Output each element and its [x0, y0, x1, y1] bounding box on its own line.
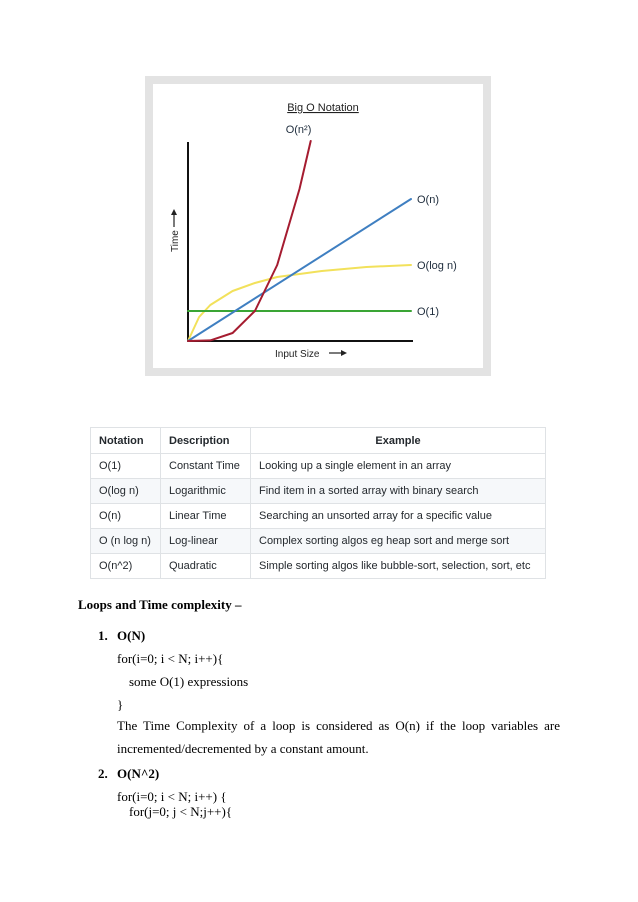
list-number-1: 1.	[98, 628, 108, 643]
code-line: some O(1) expressions	[129, 674, 249, 689]
series-line-o-n	[188, 199, 411, 341]
cell-notation: O(1)	[91, 454, 161, 479]
big-o-chart	[153, 84, 483, 368]
table-row	[91, 479, 546, 504]
list-number-2: 2.	[98, 766, 108, 781]
cell-notation: O(n)	[91, 504, 161, 529]
chart-title: Big O Notation	[287, 102, 359, 114]
series-layer	[188, 141, 411, 341]
cell-description: Quadratic	[161, 554, 251, 579]
x-axis-arrow	[329, 350, 347, 356]
item-2-title: O(N^2)	[117, 766, 160, 781]
big-o-table	[90, 427, 546, 579]
series-label-o-1: O(1)	[417, 306, 439, 318]
cell-description: Linear Time	[161, 504, 251, 529]
table-row	[91, 554, 546, 579]
cell-notation: O(log n)	[91, 479, 161, 504]
cell-description: Constant Time	[161, 454, 251, 479]
table-row	[91, 504, 546, 529]
table-row	[91, 529, 546, 554]
cell-example: Looking up a single element in an array	[251, 454, 546, 479]
figure-canvas	[153, 84, 483, 368]
header-example: Example	[251, 428, 546, 454]
big-o-figure	[145, 76, 491, 376]
code-line: for(i=0; i < N; i++) {	[117, 789, 227, 804]
cell-example: Searching an unsorted array for a specific value	[251, 504, 546, 529]
cell-example: Find item in a sorted array with binary search	[251, 479, 546, 504]
series-line-o-log-n	[188, 265, 411, 341]
table-row	[91, 454, 546, 479]
section-heading: Loops and Time complexity –	[78, 597, 242, 612]
cell-description: Log-linear	[161, 529, 251, 554]
series-label-o-n: O(n)	[417, 194, 439, 206]
code-line: for(i=0; i < N; i++){	[117, 651, 224, 666]
item-1-title: O(N)	[117, 628, 146, 643]
item-1-paragraph: The Time Complexity of a loop is considered as O(n) if the loop variables are incremented/decremented by a constant amount.	[117, 718, 560, 756]
code-line: for(j=0; j < N;j++){	[129, 804, 233, 819]
header-notation: Notation	[91, 428, 161, 454]
header-description: Description	[161, 428, 251, 454]
cell-example: Simple sorting algos like bubble-sort, selection, sort, etc	[251, 554, 546, 579]
code-line: }	[117, 697, 124, 712]
x-axis-label: Input Size	[275, 349, 320, 360]
cell-description: Logarithmic	[161, 479, 251, 504]
y-axis-arrow	[171, 209, 177, 227]
cell-notation: O (n log n)	[91, 529, 161, 554]
table-header-row	[91, 428, 546, 454]
series-label-layer	[286, 124, 457, 318]
series-label-o-n: O(n²)	[285, 124, 312, 136]
y-axis-label: Time	[170, 230, 181, 252]
cell-example: Complex sorting algos eg heap sort and merge sort	[251, 529, 546, 554]
series-label-o-log-n: O(log n)	[417, 260, 457, 272]
cell-notation: O(n^2)	[91, 554, 161, 579]
